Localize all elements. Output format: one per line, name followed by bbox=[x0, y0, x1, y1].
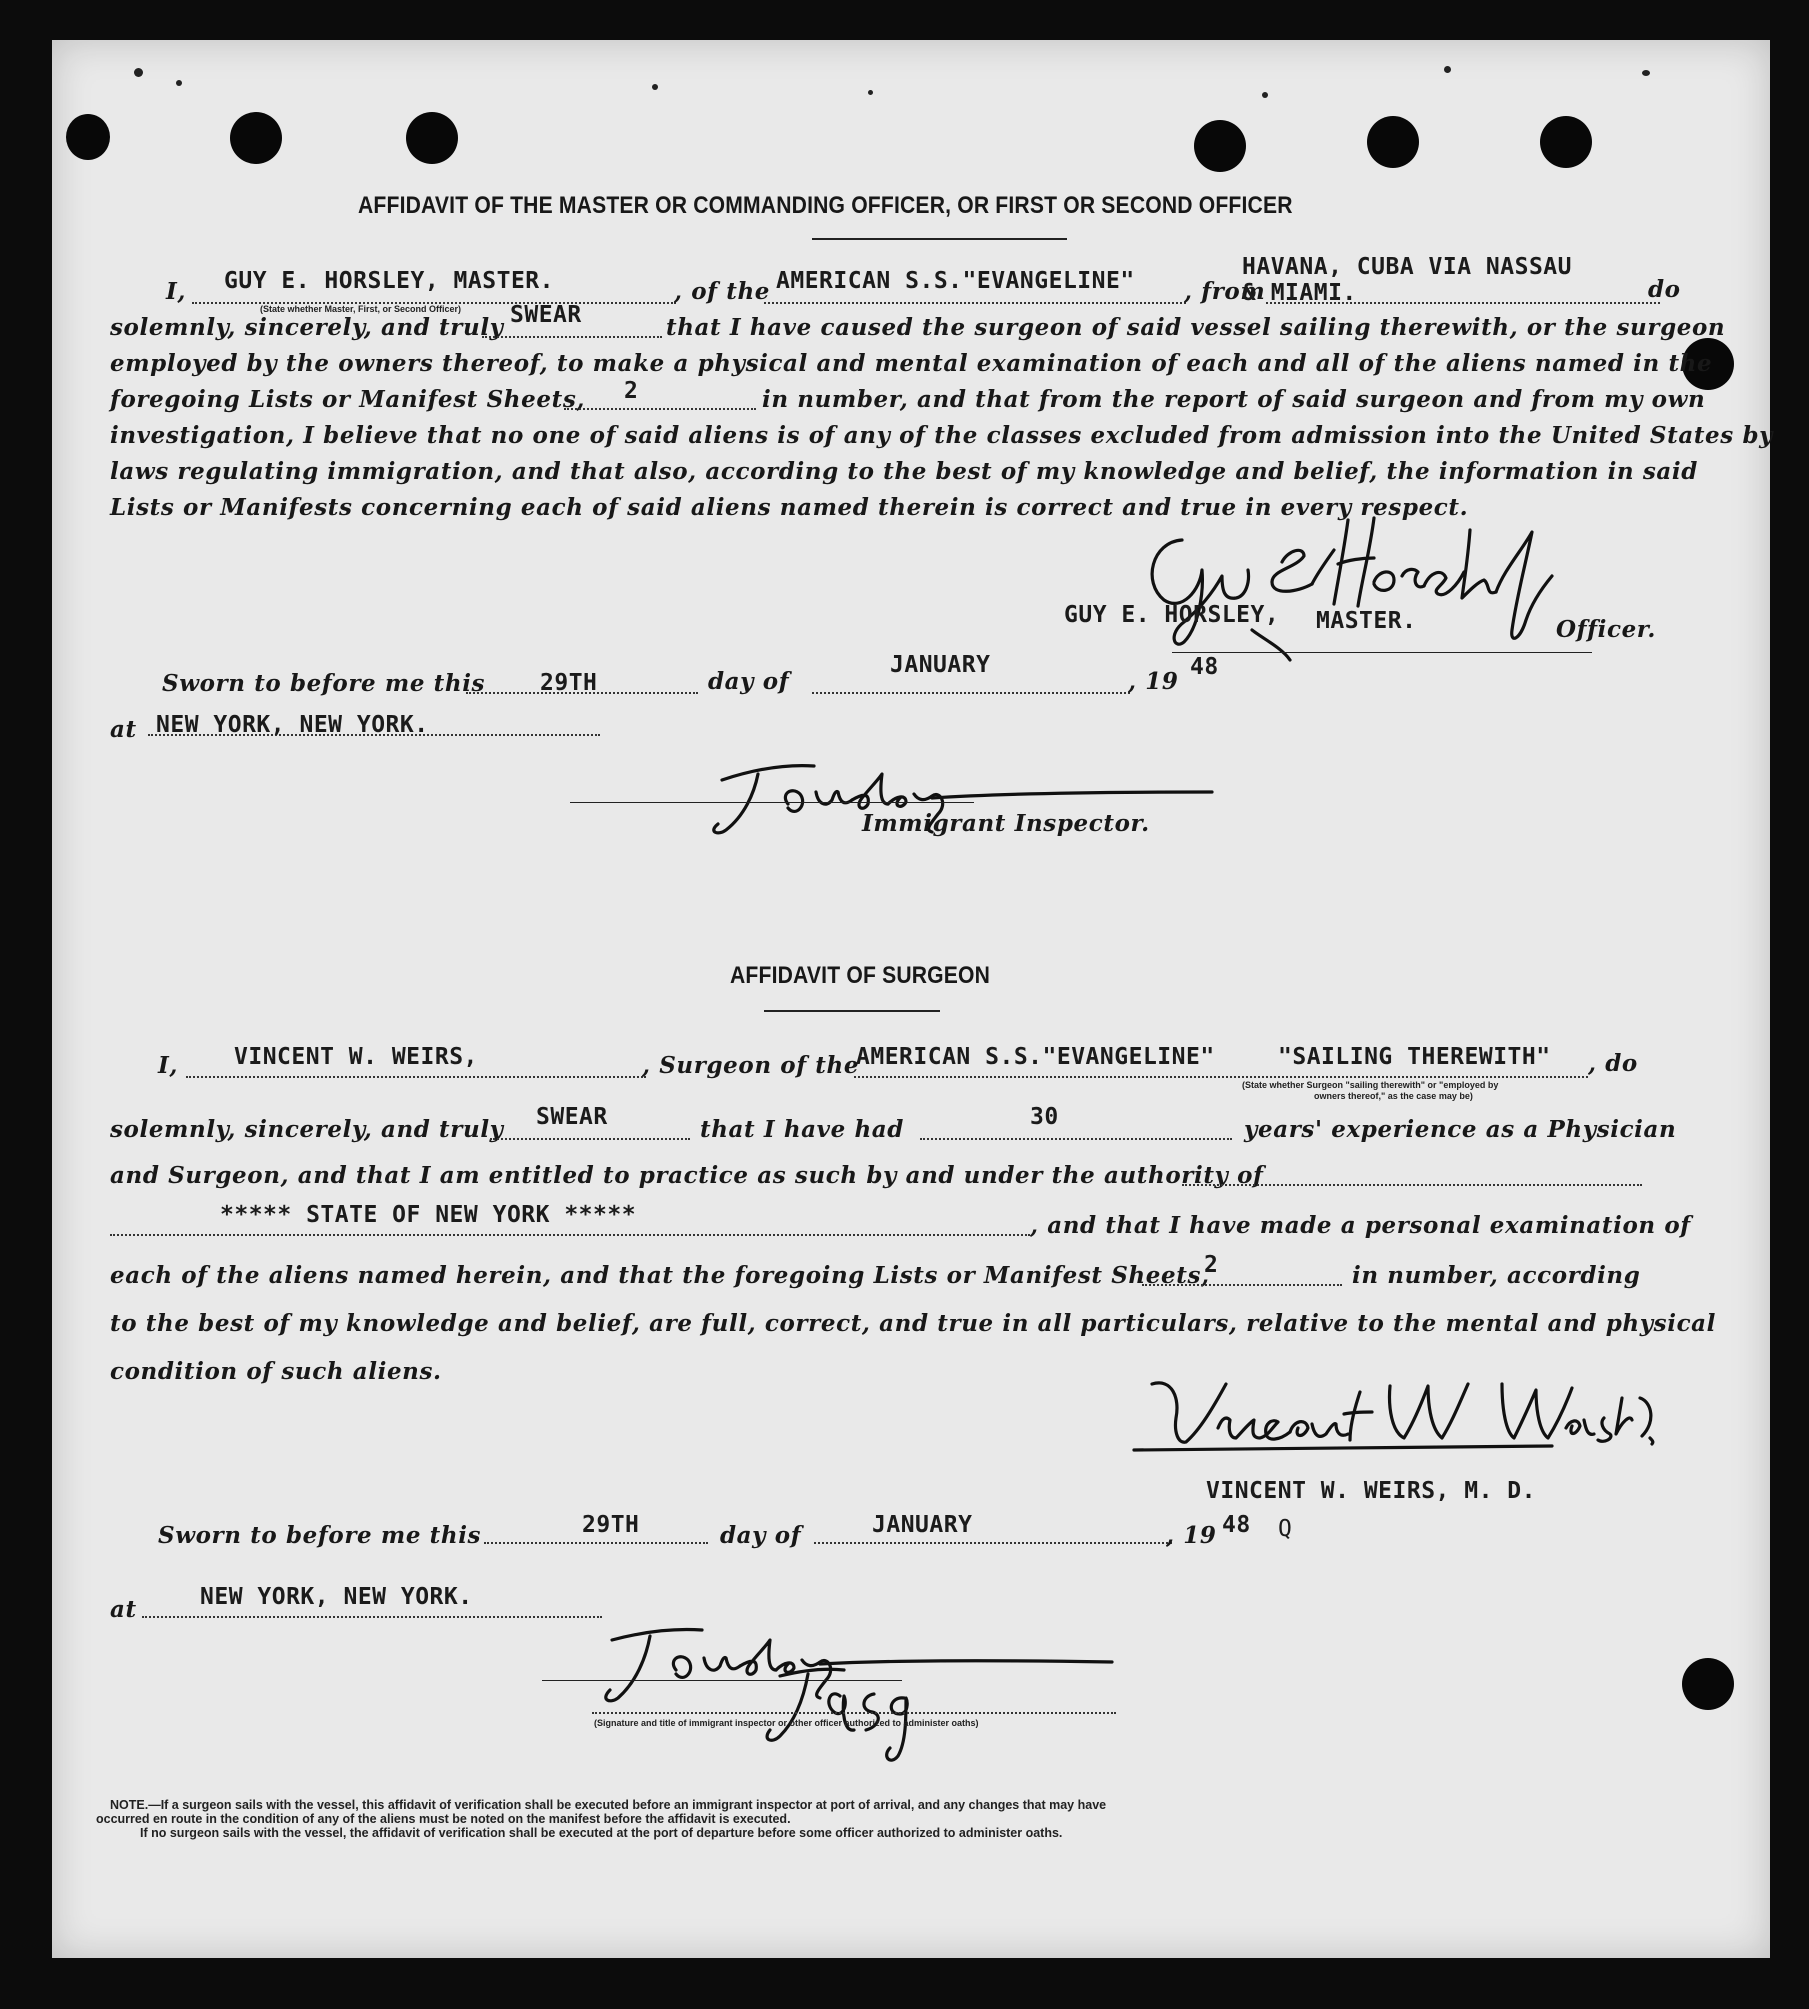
affidavit-page bbox=[52, 40, 1774, 1958]
master-place-value: NEW YORK, NEW YORK. bbox=[156, 712, 429, 738]
ink-speck bbox=[868, 90, 873, 95]
surgeon-body-line-7: condition of such aliens. bbox=[110, 1358, 442, 1385]
surgeon-oath-value: SWEAR bbox=[536, 1104, 608, 1130]
ink-speck bbox=[176, 80, 182, 86]
heading-underline bbox=[764, 1010, 940, 1012]
master-body-line-6: laws regulating immigration, and that also, according to the best of my knowledge and belief, the information in said bbox=[110, 458, 1698, 485]
officer-label: Officer. bbox=[1556, 616, 1657, 643]
surgeon-do-label: , do bbox=[1588, 1050, 1638, 1077]
master-signature-line bbox=[1172, 652, 1592, 653]
label-from: , from bbox=[1184, 278, 1266, 305]
surgeon-body-line-5b: in number, according bbox=[1352, 1262, 1641, 1289]
surgeon-body-line-5a: each of the aliens named herein, and that the foregoing Lists or Manifest Sheets, bbox=[110, 1262, 1210, 1289]
master-signer-title: MASTER. bbox=[1316, 608, 1417, 634]
punch-hole bbox=[1194, 120, 1246, 172]
surgeon-sworn-label: Sworn to before me this bbox=[158, 1522, 482, 1549]
ink-speck bbox=[1642, 70, 1650, 76]
inspector-signature-line bbox=[570, 802, 974, 803]
ink-speck bbox=[1444, 66, 1451, 73]
master-year-prefix: , 19 bbox=[1128, 668, 1179, 695]
sailing-hint-1: (State whether Surgeon "sailing therewith" or "employed by bbox=[1242, 1080, 1499, 1090]
ink-speck bbox=[134, 68, 143, 77]
years-field bbox=[920, 1138, 1232, 1140]
authorized-officer-caption: (Signature and title of immigrant inspector or other officer authorized to administer oaths) bbox=[594, 1718, 979, 1728]
master-body-line-2b: that I have caused the surgeon of said vessel sailing therewith, or the surgeon bbox=[666, 314, 1726, 341]
surgeon-year-prefix: , 19 bbox=[1166, 1522, 1217, 1549]
master-signer-name: GUY E. HORSLEY, bbox=[1064, 602, 1280, 628]
sailing-hint-2: owners thereof," as the case may be) bbox=[1314, 1091, 1473, 1101]
label-do: do bbox=[1648, 276, 1681, 303]
authority-field-b bbox=[110, 1234, 1030, 1236]
label-i: I, bbox=[166, 278, 186, 305]
authority-field-a bbox=[1182, 1184, 1642, 1186]
surgeon-year-suffix: Q bbox=[1278, 1516, 1293, 1542]
label-of-the: , of the bbox=[674, 278, 771, 305]
master-sworn-label: Sworn to before me this bbox=[162, 670, 486, 697]
surgeon-affidavit-heading: AFFIDAVIT OF SURGEON bbox=[730, 962, 991, 989]
ink-speck bbox=[652, 84, 658, 90]
note-line-2: occurred en route in the condition of any of the aliens must be noted on the manifest before the affidavit is executed. bbox=[96, 1812, 791, 1826]
master-month-value: JANUARY bbox=[890, 652, 991, 678]
surgeon-day-of-label: day of bbox=[720, 1522, 802, 1549]
inspector-label: Immigrant Inspector. bbox=[862, 810, 1150, 837]
surgeon-body-line-3: and Surgeon, and that I am entitled to practice as such by and under the authority of bbox=[110, 1162, 1264, 1189]
surgeon-vessel-field bbox=[854, 1076, 1588, 1078]
authority-value: ***** STATE OF NEW YORK ***** bbox=[220, 1202, 637, 1228]
inspector-initials bbox=[744, 1656, 924, 1776]
surgeon-day-field bbox=[484, 1542, 708, 1544]
sheets-value: 2 bbox=[624, 378, 639, 404]
surgeon-month-field bbox=[814, 1542, 1172, 1544]
master-day-value: 29TH bbox=[540, 670, 598, 696]
master-body-line-2a: solemnly, sincerely, and truly bbox=[110, 314, 504, 341]
officer-name-value: GUY E. HORSLEY, MASTER. bbox=[224, 268, 554, 294]
vessel-value: AMERICAN S.S."EVANGELINE" bbox=[776, 268, 1135, 294]
surgeon-sailing-value: "SAILING THEREWITH" bbox=[1278, 1044, 1551, 1070]
ink-speck bbox=[1262, 92, 1268, 98]
port-value-line2: & MIAMI. bbox=[1242, 280, 1357, 306]
surgeon-name-value: VINCENT W. WEIRS, bbox=[234, 1044, 478, 1070]
master-body-line-7: Lists or Manifests concerning each of said aliens named therein is correct and true in every respect. bbox=[110, 494, 1469, 521]
surgeon-sheets-field bbox=[1142, 1284, 1342, 1286]
punch-hole bbox=[230, 112, 282, 164]
surgeon-body-line-2a: solemnly, sincerely, and truly bbox=[110, 1116, 504, 1143]
master-body-line-3: employed by the owners thereof, to make a physical and mental examination of each and all of the aliens named in the bbox=[110, 350, 1713, 377]
surgeon-month-value: JANUARY bbox=[872, 1512, 973, 1538]
officer-hint: (State whether Master, First, or Second Officer) bbox=[260, 304, 462, 314]
punch-hole bbox=[1682, 1658, 1734, 1710]
years-value: 30 bbox=[1030, 1104, 1059, 1130]
surgeon-oath-field bbox=[490, 1138, 690, 1140]
vessel-field bbox=[764, 302, 1186, 304]
punch-hole bbox=[1540, 116, 1592, 168]
master-at-label: at bbox=[110, 716, 137, 743]
surgeon-body-line-2c: years' experience as a Physician bbox=[1244, 1116, 1677, 1143]
surgeon-name-field bbox=[186, 1076, 646, 1078]
surgeon-signature bbox=[1122, 1358, 1662, 1468]
master-year-value: 48 bbox=[1190, 654, 1219, 680]
master-body-line-4a: foregoing Lists or Manifest Sheets, bbox=[110, 386, 585, 413]
surgeon-body-line-2b: that I have had bbox=[700, 1116, 904, 1143]
surgeon-year-value: 48 bbox=[1222, 1512, 1251, 1538]
note-line-3: If no surgeon sails with the vessel, the affidavit of verification shall be executed at the port of departure before some officer authorized to administer oaths. bbox=[140, 1826, 1063, 1840]
surgeon-signer-name: VINCENT W. WEIRS, M. D. bbox=[1206, 1478, 1536, 1504]
punch-hole bbox=[1367, 116, 1419, 168]
master-affidavit-heading: AFFIDAVIT OF THE MASTER OR COMMANDING OFFICER, OR FIRST OR SECOND OFFICER bbox=[358, 192, 1293, 219]
surgeon-label-i: I, bbox=[158, 1052, 178, 1079]
oath-field bbox=[482, 336, 662, 338]
surgeon-day-value: 29TH bbox=[582, 1512, 640, 1538]
heading-underline bbox=[812, 238, 1067, 240]
surgeon-sheets-value: 2 bbox=[1204, 1252, 1219, 1278]
sheets-field bbox=[564, 408, 756, 410]
authorized-officer-line bbox=[592, 1712, 1116, 1714]
surgeon-place-value: NEW YORK, NEW YORK. bbox=[200, 1584, 473, 1610]
port-value-line1: HAVANA, CUBA VIA NASSAU bbox=[1242, 254, 1572, 280]
surgeon-of-the-label: , Surgeon of the bbox=[642, 1052, 860, 1079]
master-month-field bbox=[812, 692, 1130, 694]
punch-hole bbox=[66, 114, 110, 160]
surgeon-place-field bbox=[142, 1616, 602, 1618]
surgeon-at-label: at bbox=[110, 1596, 137, 1623]
surgeon-body-line-4: , and that I have made a personal examination of bbox=[1030, 1212, 1691, 1239]
master-body-line-5: investigation, I believe that no one of said aliens is of any of the classes excluded from admission into the United States by bbox=[110, 422, 1774, 449]
punch-hole bbox=[406, 112, 458, 164]
master-body-line-4b: in number, and that from the report of said surgeon and from my own bbox=[762, 386, 1706, 413]
surgeon-vessel-value: AMERICAN S.S."EVANGELINE" bbox=[856, 1044, 1215, 1070]
master-day-of-label: day of bbox=[708, 668, 790, 695]
note-line-1: NOTE.—If a surgeon sails with the vessel, this affidavit of verification shall be executed before an immigrant inspector at port of arrival, and any changes that may have bbox=[110, 1798, 1107, 1812]
oath-value: SWEAR bbox=[510, 302, 582, 328]
surgeon-body-line-6: to the best of my knowledge and belief, are full, correct, and true in all particulars, relative to the mental and physical bbox=[110, 1310, 1717, 1337]
